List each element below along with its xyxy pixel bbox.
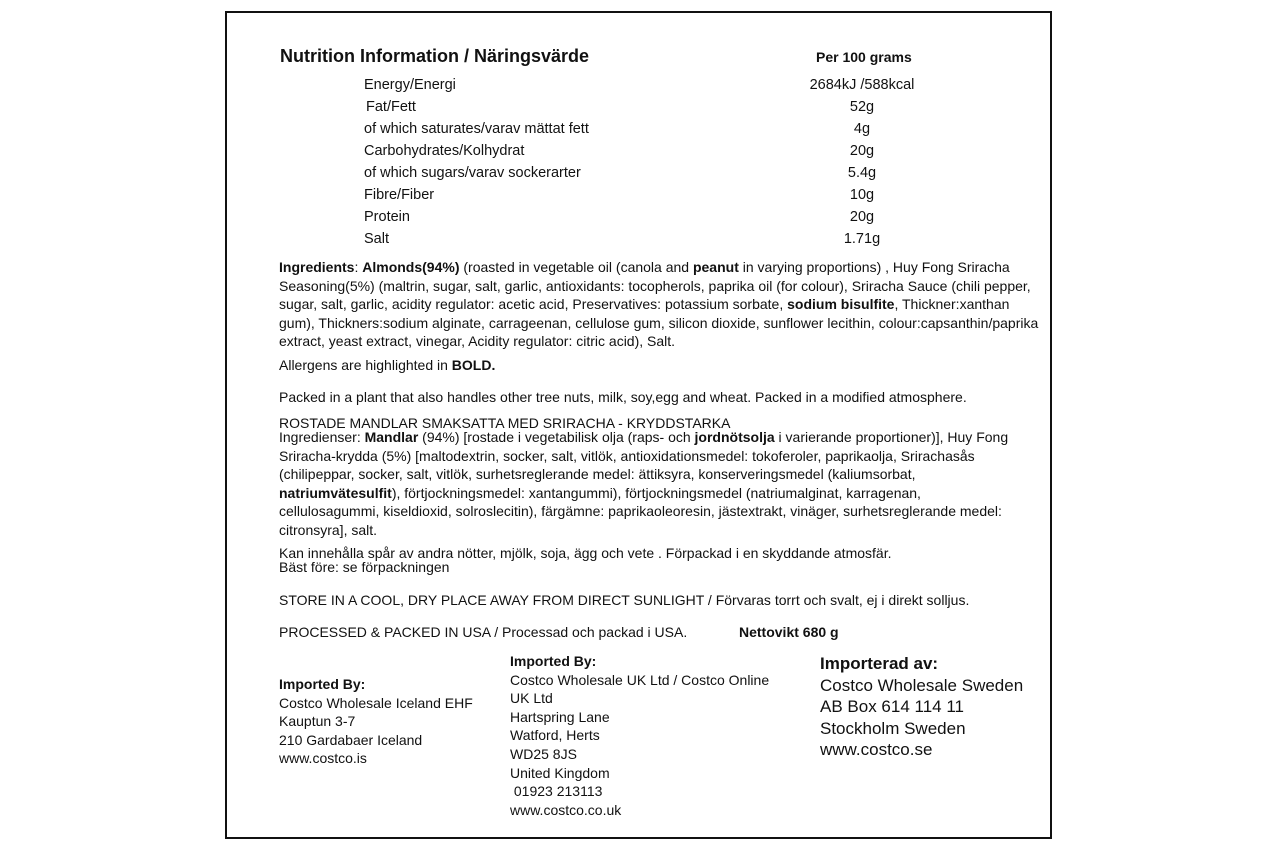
importer-line: UK Ltd (510, 690, 553, 707)
importer-iceland (279, 675, 473, 768)
importer-line: Costco Wholesale UK Ltd / Costco Online (510, 671, 770, 688)
nutrient-value: 1.71g (843, 231, 881, 247)
net-weight: Nettovikt 680 g (739, 624, 839, 640)
nutrient-label: Protein (364, 209, 410, 225)
importer-heading: Importerad av: (820, 654, 939, 673)
importer-line: www.costco.co.uk (510, 801, 622, 818)
swedish-heading: ROSTADE MANDLAR SMAKSATTA MED SRIRACHA - KRYDDSTARKA (279, 415, 731, 431)
nutrient-label: of which saturates/varav mättat fett (364, 121, 589, 137)
nutrient-value: 5.4g (847, 165, 877, 181)
per-100-grams-header: Per 100 grams (816, 49, 912, 65)
nutrient-value: 20g (849, 143, 875, 159)
ingredients-english: Ingredients: Almonds(94%) (roasted in vegetable oil (canola and peanut in varying proportions) , Huy Fong Sriracha Seasoning(5%) (maltrin, sugar, salt, garlic, antioxidants: tocopherols, paprika oil (for colour), Sriracha Sauce (chili pepper, sugar, salt, garlic, acidity regulator: acetic acid, Preservatives: potassium sorbate, sodium bisulfite, Thickner:xanthan gum), Thickners:sodium alginate, carrageenan, cellulose gum, silicon dioxide, sunflower lecithin, colour:capsanthin/paprika extract, yeast extract, vinegar, Acidity regulator: citric acid), Salt. (279, 259, 1039, 349)
nutrient-value: 10g (849, 187, 875, 203)
allergen-peanut: peanut (692, 259, 739, 275)
importer-line: www.costco.se (820, 740, 933, 759)
nutrition-row (227, 143, 1027, 165)
nutrient-label: Fat/Fett (366, 99, 416, 115)
may-contain-note: Kan innehålla spår av andra nötter, mjölk, soja, ägg och vete . Förpackad i en skyddande atmosfär. (279, 545, 892, 561)
nutrient-label: Salt (364, 231, 389, 247)
allergen-mandlar: Mandlar (364, 429, 419, 445)
best-before-note: Bäst före: se förpackningen (279, 559, 450, 575)
ingredients-swedish: Ingredienser: Mandlar (94%) [rostade i vegetabilisk olja (raps- och jordnötsolja i varierande proportioner)], Huy Fong Sriracha-krydda (5%) [maltodextrin, socker, salt, vitlök, antioxidationsmedel: tokoferoler, paprikaolja, Srirachasås (chilipeppar, socker, salt, vitlök, surhetsreglerande medel: ättiksyra, konserveringsmedel (kaliumsorbat, natriumvätesulfit), förtjockningsmedel: xantangummi), förtjockningsmedel (natriumalginat, karragenan, cellulosagummi, kiseldioxid, solroslecitin), färgämne: paprikaoleoresin, jästextrakt, vinäger, surhetsreglerande medel: citronsyra], salt. (279, 429, 1009, 538)
allergen-natriumvatesulfit: natriumvätesulfit (279, 484, 392, 501)
importer-line: 210 Gardabaer Iceland (279, 731, 423, 748)
importer-line: 01923 213113 (510, 783, 603, 800)
nutrition-label-panel (225, 11, 1052, 839)
importer-heading: Imported By: (510, 653, 597, 669)
nutrient-value: 2684kJ /588kcal (809, 77, 915, 93)
importer-line: AB Box 614 114 11 (820, 697, 964, 716)
importer-line: Costco Wholesale Iceland EHF (279, 694, 473, 711)
nutrition-row (227, 187, 1027, 209)
nutrient-label: Carbohydrates/Kolhydrat (364, 143, 525, 159)
allergen-sodium-bisulfite: sodium bisulfite (787, 296, 895, 312)
importer-heading: Imported By: (279, 676, 366, 692)
allergen-almonds: Almonds(94%) (362, 259, 460, 275)
nutrient-label: Energy/Energi (364, 77, 456, 93)
importer-uk (510, 652, 769, 819)
storage-instructions: STORE IN A COOL, DRY PLACE AWAY FROM DIRECT SUNLIGHT / Förvaras torrt och svalt, ej i direkt solljus. (279, 592, 970, 608)
nutrient-value: 4g (853, 121, 871, 137)
nutrition-title: Nutrition Information / Näringsvärde (280, 46, 590, 66)
nutrition-row (227, 99, 1027, 121)
importer-line: Kauptun 3-7 (279, 713, 356, 730)
ingredients-heading: Ingredients (279, 259, 355, 275)
packed-note: Packed in a plant that also handles other tree nuts, milk, soy,egg and wheat. Packed in a modified atmosphere. (279, 389, 967, 405)
nutrient-value: 20g (849, 209, 875, 225)
importer-line: Watford, Herts (510, 727, 600, 744)
allergens-note: Allergens are highlighted in BOLD. (279, 357, 496, 373)
importer-sweden (820, 653, 1023, 761)
importer-line: Hartspring Lane (510, 708, 610, 725)
nutrient-value: 52g (849, 99, 875, 115)
nutrient-label: of which sugars/varav sockerarter (364, 165, 581, 181)
allergen-jordnotsolja: jordnötsolja (694, 429, 775, 445)
importer-line: WD25 8JS (510, 745, 577, 762)
nutrition-row (227, 209, 1027, 231)
nutrient-label: Fibre/Fiber (364, 187, 435, 203)
importer-line: Costco Wholesale Sweden (820, 675, 1024, 695)
nutrition-row (227, 165, 1027, 187)
nutrition-row (227, 231, 1027, 253)
importer-line: United Kingdom (510, 764, 610, 781)
nutrition-row (227, 77, 1027, 99)
importer-line: Stockholm Sweden (820, 718, 966, 738)
importer-line: www.costco.is (279, 750, 367, 767)
nutrition-row (227, 121, 1027, 143)
processed-packed-note: PROCESSED & PACKED IN USA / Processad och packad i USA. (279, 624, 688, 640)
